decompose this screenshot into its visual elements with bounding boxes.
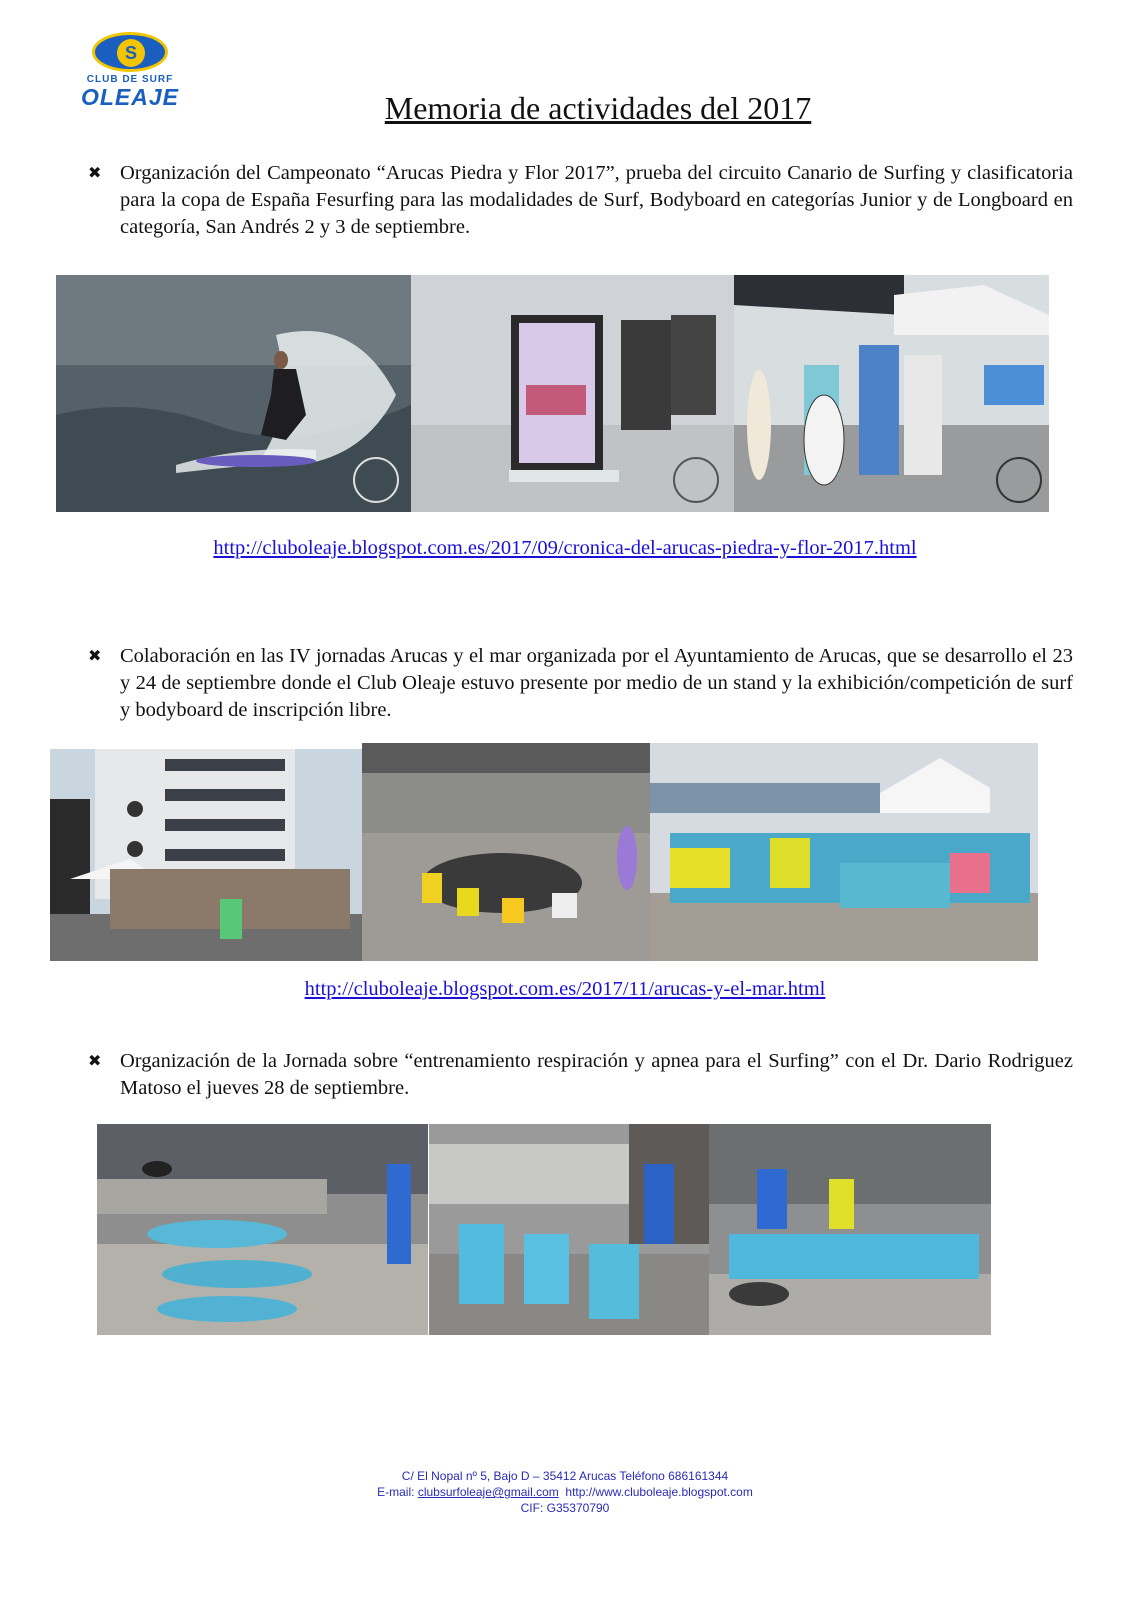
footer: [0, 1468, 1130, 1516]
activity-text-2: Colaboración en las IV jornadas Arucas y el mar organizada por el Ayuntamiento de Arucas, que se desarrollo el 23 y 24 de septiembre donde el Club Oleaje estuvo presente por medio de un stand y la exhibición/competición de surf y bodyboard de inscripción libre.: [120, 645, 1073, 721]
photo-beach-group: [362, 743, 650, 961]
activity-item-2: [88, 643, 1073, 724]
footer-cif: CIF: G35370790: [520, 1501, 610, 1515]
activity-item-3: [88, 1048, 1073, 1102]
footer-email-label: E-mail:: [377, 1485, 415, 1499]
logo-name-text: OLEAJE: [80, 84, 180, 110]
cross-bullet-icon: ✖: [88, 165, 102, 182]
photo-trophies: [411, 275, 734, 512]
cross-bullet-icon: ✖: [88, 648, 102, 665]
photo-apnea-lying: [97, 1124, 428, 1335]
footer-web-link[interactable]: http://www.cluboleaje.blogspot.com: [565, 1485, 753, 1499]
activity-text-1: Organización del Campeonato “Arucas Piedra y Flor 2017”, prueba del circuito Canario de Surfing y clasificatoria para la copa de España Fesurfing para las modalidades de Surf, Bodyboard en categorías Junior y de Longboard en categoría, San Andrés 2 y 3 de septiembre.: [120, 162, 1073, 238]
cross-bullet-icon: ✖: [88, 1053, 102, 1070]
photo-apnea-group: [709, 1124, 991, 1335]
photo-apnea-seated: [429, 1124, 709, 1335]
page-title: Memoria de actividades del 2017: [384, 90, 812, 126]
surfer-logo-icon: S: [92, 32, 168, 72]
activity-item-1: [88, 160, 1073, 241]
footer-email-link[interactable]: clubsurfoleaje@gmail.com: [417, 1485, 559, 1499]
footer-contact: [0, 1484, 1130, 1500]
blog-link-2[interactable]: http://cluboleaje.blogspot.com.es/2017/11/arucas-y-el-mar.html: [304, 978, 826, 1000]
activity-text-3: Organización de la Jornada sobre “entrenamiento respiración y apnea para el Surfing” con el Dr. Dario Rodriguez Matoso el jueves 28 de septiembre.: [120, 1050, 1073, 1099]
logo-club-text: CLUB DE SURF: [86, 74, 174, 85]
photo-stand-building: [50, 749, 362, 961]
photo-podium-group: [734, 275, 1049, 512]
photo-participants-group: [650, 743, 1038, 961]
photo-surfer-wave: [56, 275, 411, 512]
blog-link-1[interactable]: http://cluboleaje.blogspot.com.es/2017/09/cronica-del-arucas-piedra-y-flor-2017.html: [213, 537, 917, 559]
footer-address: C/ El Nopal nº 5, Bajo D – 35412 Arucas Teléfono 686161344: [401, 1469, 729, 1483]
